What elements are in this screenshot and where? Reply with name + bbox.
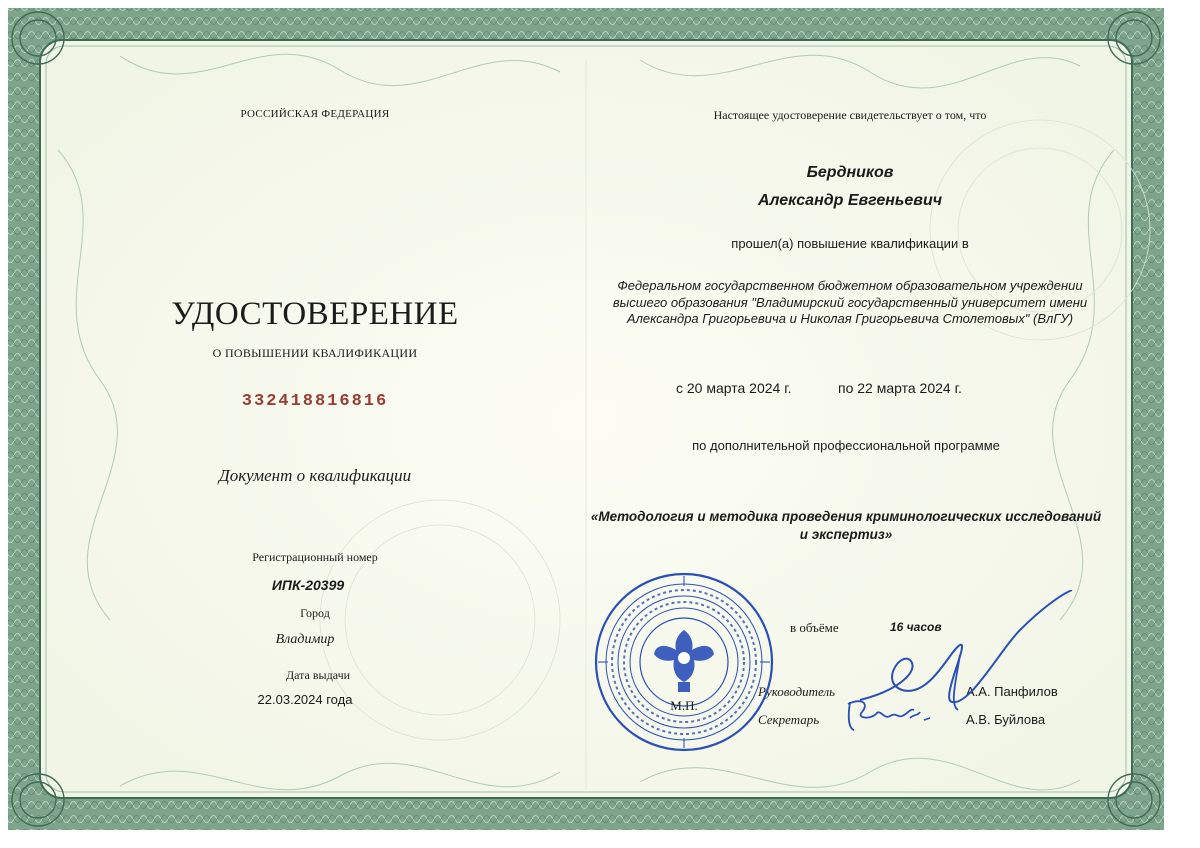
volume-value: 16 часов	[890, 620, 942, 634]
certificate-subtitle: О ПОВЫШЕНИИ КВАЛИФИКАЦИИ	[212, 346, 418, 360]
official-seal-stamp	[592, 570, 776, 754]
program-title: «Методология и методика проведения криминологических исследований и экспертиз»	[590, 509, 1102, 542]
registration-number: ИПК-20399	[271, 577, 345, 593]
recipient-surname: Бердников	[806, 164, 894, 181]
program-label: по дополнительной профессиональной программе	[692, 438, 1000, 453]
passed-text: прошел(а) повышение квалификации в	[731, 236, 969, 251]
city-value: Владимир	[275, 632, 335, 647]
organization-name: Федеральном государственном бюджетном образовательном учреждении высшего образования "Владимирский государственный университет имени Александра Григорьевича и Николая Григорьевича Столетовых" (ВлГУ)	[612, 278, 1088, 326]
secretary-label: Секретарь	[758, 712, 820, 727]
issue-date-label: Дата выдачи	[285, 668, 351, 682]
volume-label: в объёме	[790, 620, 839, 635]
secretary-name: А.В. Буйлова	[966, 712, 1046, 727]
head-name: А.А. Панфилов	[966, 684, 1058, 699]
period-to: по 22 марта 2024 г.	[838, 380, 962, 396]
head-label: Руководитель	[758, 684, 836, 699]
recipient-given-names: Александр Евгеньевич	[757, 192, 943, 209]
document-type: Документ о квалификации	[218, 466, 412, 485]
certificate-number: 332418816816	[241, 392, 389, 411]
stamp-mp-text: М.П.	[670, 698, 698, 713]
certificate-title: УДОСТОВЕРЕНИЕ	[171, 296, 459, 332]
intro-text: Настоящее удостоверение свидетельствует о том, что	[713, 108, 987, 122]
city-label: Город	[300, 606, 330, 620]
registration-number-label: Регистрационный номер	[252, 550, 378, 564]
country-label: РОССИЙСКАЯ ФЕДЕРАЦИЯ	[240, 108, 390, 120]
period-from: с 20 марта 2024 г.	[676, 380, 792, 396]
secretary-signature	[840, 690, 950, 740]
issue-date: 22.03.2024 года	[257, 692, 353, 707]
